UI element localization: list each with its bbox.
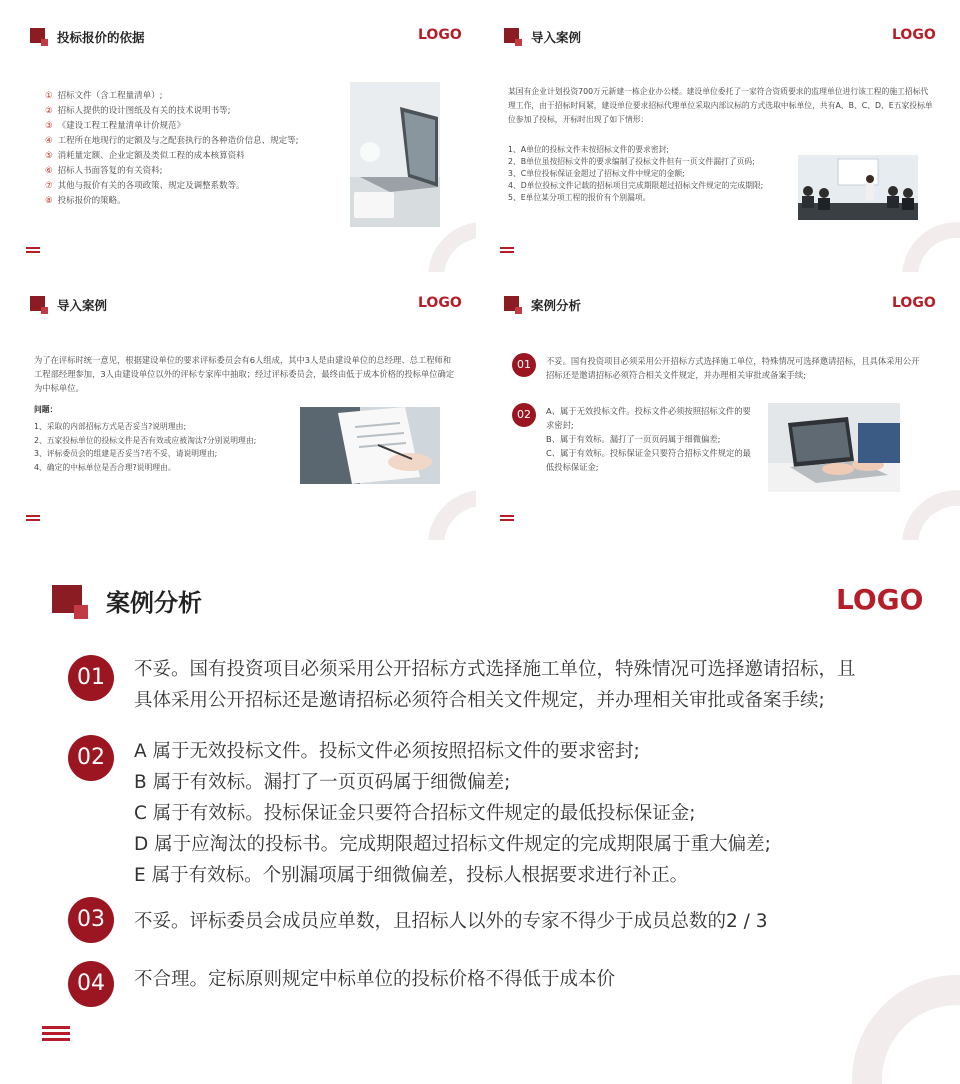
list-number: ⑤: [45, 151, 53, 161]
analysis-line: B 属于有效标。漏打了一页页码属于细微偏差;: [134, 772, 511, 793]
decor-arc: [428, 222, 476, 272]
slide-4: [484, 272, 960, 540]
number-badge: 01: [68, 655, 114, 701]
slide-title: 案例分析: [531, 298, 582, 313]
question-item: 3、评标委员会的组建是否妥当?若不妥，请说明理由;: [34, 449, 218, 458]
question-label: 问题：: [34, 405, 58, 414]
logo: LOGO: [418, 295, 462, 311]
meeting-photo: [798, 155, 918, 220]
list-item: [45, 179, 345, 194]
list-text: 工程所在地现行的定额及与之配套执行的各种造价信息、规定等;: [57, 136, 299, 146]
basis-list: [45, 89, 345, 209]
list-text: 招标人书面答复的有关资料;: [57, 166, 163, 176]
number-badge: 02: [68, 735, 114, 781]
question-item: 2、五家投标单位的投标文件是否有效或应被淘汰?分别说明理由;: [34, 435, 257, 445]
title-square-icon: [504, 296, 519, 311]
analysis-line: A、属于无效投标文件。投标文件必须按照招标文件的要求密封;: [546, 406, 751, 430]
menu-lines-icon[interactable]: [26, 247, 40, 256]
list-text: 《建设工程工程量清单计价规范》: [57, 121, 186, 131]
list-item: [45, 134, 345, 149]
analysis-line: 不妥。评标委员会成员应单数，且招标人以外的专家不得少于成员总数的2 / 3: [134, 911, 768, 932]
question-item: 1、采取的内部招标方式是否妥当?说明理由;: [34, 422, 187, 431]
question-item: 4、确定的中标单位是否合理?说明理由。: [34, 462, 176, 472]
list-item: 2、B单位虽按招标文件的要求编制了投标文件但有一页文件漏打了页码;: [508, 157, 755, 166]
question-list: [34, 420, 299, 474]
list-item: [45, 104, 345, 119]
slide-title: 投标报价的依据: [57, 30, 145, 45]
list-item: [45, 119, 345, 134]
list-number: ③: [45, 121, 53, 131]
list-item: 3、C单位投标保证金超过了招标文件中规定的金额;: [508, 169, 685, 178]
logo: LOGO: [836, 583, 924, 616]
slide-title: 导入案例: [57, 298, 108, 313]
list-item: [45, 164, 345, 179]
analysis-line: C 属于有效标。投标保证金只要符合招标文件规定的最低投标保证金;: [134, 803, 696, 824]
list-item: [45, 194, 345, 209]
menu-lines-icon[interactable]: [26, 515, 40, 524]
analysis-line: 具体采用公开招标还是邀请招标必须符合相关文件规定，并办理相关审批或备案手续;: [134, 690, 825, 711]
analysis-line: E 属于有效标。个别漏项属于细微偏差，投标人根据要求进行补正。: [134, 865, 689, 886]
logo: LOGO: [892, 27, 936, 43]
title-square-icon: [30, 296, 45, 311]
slide-3: [0, 272, 476, 540]
analysis-line: 不合理。定标原则规定中标单位的投标价格不得低于成本价: [134, 969, 616, 990]
list-number: ⑧: [45, 196, 53, 206]
logo: LOGO: [418, 27, 462, 43]
list-number: ①: [45, 91, 53, 101]
decor-arc: [902, 222, 960, 272]
slide-title: 导入案例: [531, 30, 582, 45]
analysis-line: C、属于有效标。投标保证金只要符合招标文件规定的最低投标保证金;: [546, 448, 751, 472]
list-number: ④: [45, 136, 53, 146]
typing-photo: [768, 403, 900, 492]
analysis-line: 不妥。国有投资项目必须采用公开招标方式选择施工单位，特殊情况可选择邀请招标，且: [134, 659, 856, 680]
title-square-icon: [504, 28, 519, 43]
decor-arc: [428, 490, 476, 540]
list-item: 4、D单位投标文件记载的招标项目完成期限超过招标文件规定的完成期限;: [508, 181, 764, 190]
analysis-line: A 属于无效投标文件。投标文件必须按照招标文件的要求密封;: [134, 741, 640, 762]
laptop-photo: [350, 82, 440, 227]
slide-1: [0, 0, 476, 272]
list-text: 投标报价的策略。: [57, 196, 126, 206]
analysis-list: [0, 545, 960, 1084]
list-text: 招标文件（含工程量清单）;: [57, 91, 163, 101]
list-item: 1、A单位的投标文件未按招标文件的要求密封;: [508, 145, 670, 154]
analysis-line: D 属于应淘汰的投标书。完成期限超过招标文件规定的完成期限属于重大偏差;: [134, 834, 771, 855]
case-intro: 为了在评标时统一意见，根据建设单位的要求评标委员会有6人组成，其中3人是由建设单位的总经理、总工程师和工程部经理参加，3人由建设单位以外的评标专家库中抽取；经过评标委员会，最终由低于成本价格的投标单位确定为中标单位。: [34, 355, 455, 393]
list-item: [45, 149, 345, 164]
analysis-item: [546, 404, 756, 474]
menu-lines-icon[interactable]: [42, 1026, 70, 1040]
number-badge: 01: [512, 353, 536, 377]
analysis-line: B、属于有效标。漏打了一页页码属于细微偏差;: [546, 434, 721, 444]
list-text: 消耗量定额、企业定额及类似工程的成本核算资料: [57, 151, 245, 161]
list-text: 招标人提供的设计图纸及有关的技术说明书等;: [57, 106, 231, 116]
case-intro: 某国有企业计划投资700万元新建一栋企业办公楼。建设单位委托了一家符合资质要求的监理单位进行该工程的施工招标代理工作，由于招标时间紧，建设单位要求招标代理单位采取内部议标的方式选取中标单位，共有A、B、C、D、E五家投标单位参加了投标，开标时出现了如下情形：: [508, 87, 933, 124]
case-situations: [508, 144, 808, 204]
list-text: 其他与报价有关的各项政策、规定及调整系数等。: [57, 181, 245, 191]
number-badge: 04: [68, 961, 114, 1007]
logo: LOGO: [892, 295, 936, 311]
number-badge: 03: [68, 897, 114, 943]
list-number: ⑦: [45, 181, 53, 191]
number-badge: 02: [512, 403, 536, 427]
menu-lines-icon[interactable]: [500, 515, 514, 524]
list-number: ⑥: [45, 166, 53, 176]
document-photo: [300, 407, 440, 484]
slide-2: [484, 0, 960, 272]
slide-title: 案例分析: [106, 589, 202, 617]
list-number: ②: [45, 106, 53, 116]
slide-5-large: [0, 545, 960, 1084]
list-item: [45, 89, 345, 104]
decor-arc: [902, 490, 960, 540]
analysis-item: 不妥。国有投资项目必须采用公开招标方式选择施工单位，特殊情况可选择邀请招标，且具体采用公开招标还是邀请招标必须符合相关文件规定，并办理相关审批或备案手续;: [546, 356, 920, 380]
menu-lines-icon[interactable]: [500, 247, 514, 256]
title-square-icon: [30, 28, 45, 43]
list-item: 5、E单位某分项工程的报价有个别漏项。: [508, 193, 651, 202]
